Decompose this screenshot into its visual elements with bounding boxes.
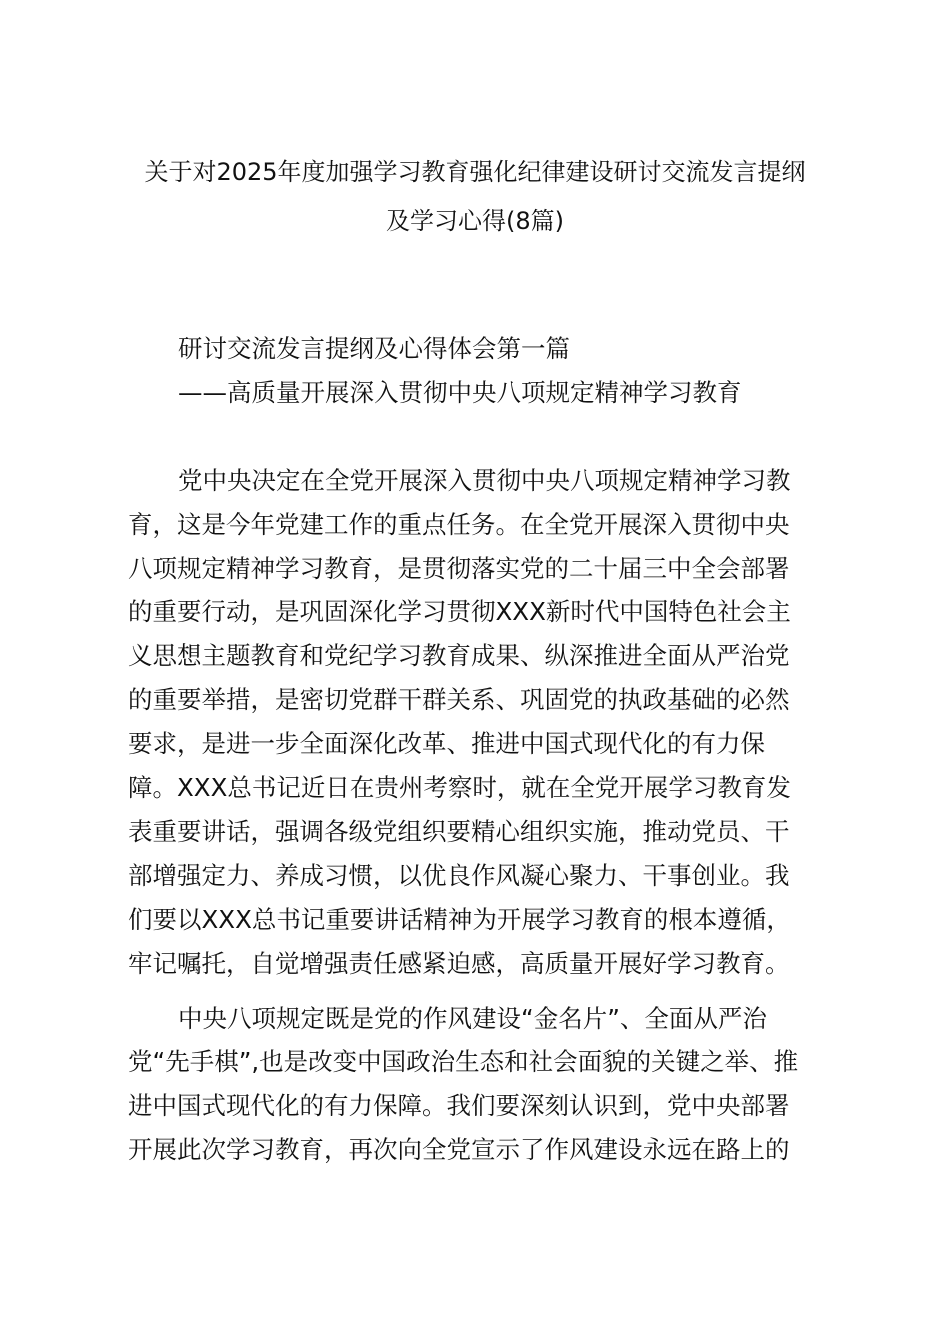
body-line: 义思想主题教育和党纪学习教育成果、纵深推进全面从严治党 [128, 641, 790, 670]
body-line: 的重要举措，是密切党群干群关系、巩固党的执政基础的必然 [128, 685, 790, 714]
body-line: 表重要讲话，强调各级党组织要精心组织实施，推动党员、干 [128, 817, 790, 846]
body-line: 部增强定力、养成习惯，以优良作风凝心聚力、干事创业。我 [128, 861, 790, 890]
body-line: 八项规定精神学习教育，是贯彻落实党的二十届三中全会部署 [128, 554, 790, 583]
body-line: 们要以XXX总书记重要讲话精神为开展学习教育的根本遵循， [128, 905, 791, 934]
body-line: 中央八项规定既是党的作风建设“金名片”、全面从严治 [178, 1004, 767, 1033]
body-line: 要求，是进一步全面深化改革、推进中国式现代化的有力保 [128, 729, 765, 758]
section-subheading: ——高质量开展深入贯彻中央八项规定精神学习教育 [178, 378, 742, 407]
section-heading: 研讨交流发言提纲及心得体会第一篇 [178, 334, 570, 363]
document-title-line-2: 及学习心得(8篇) [386, 207, 564, 235]
body-line: 的重要行动，是巩固深化学习贯彻XXX新时代中国特色社会主 [128, 597, 791, 626]
body-line: 牢记嘱托，自觉增强责任感紧迫感，高质量开展好学习教育。 [128, 949, 790, 978]
body-line: 开展此次学习教育，再次向全党宣示了作风建设永远在路上的 [128, 1135, 790, 1164]
body-line: 党中央决定在全党开展深入贯彻中央八项规定精神学习教 [178, 466, 791, 495]
body-line: 育，这是今年党建工作的重点任务。在全党开展深入贯彻中央 [128, 510, 790, 539]
body-line: 障。XXX总书记近日在贵州考察时，就在全党开展学习教育发 [128, 773, 791, 802]
document-title-line-1: 关于对2025年度加强学习教育强化纪律建设研讨交流发言提纲 [144, 158, 806, 186]
body-line: 党“先手棋”,也是改变中国政治生态和社会面貌的关键之举、推 [128, 1047, 799, 1076]
body-line: 进中国式现代化的有力保障。我们要深刻认识到，党中央部署 [128, 1091, 790, 1120]
